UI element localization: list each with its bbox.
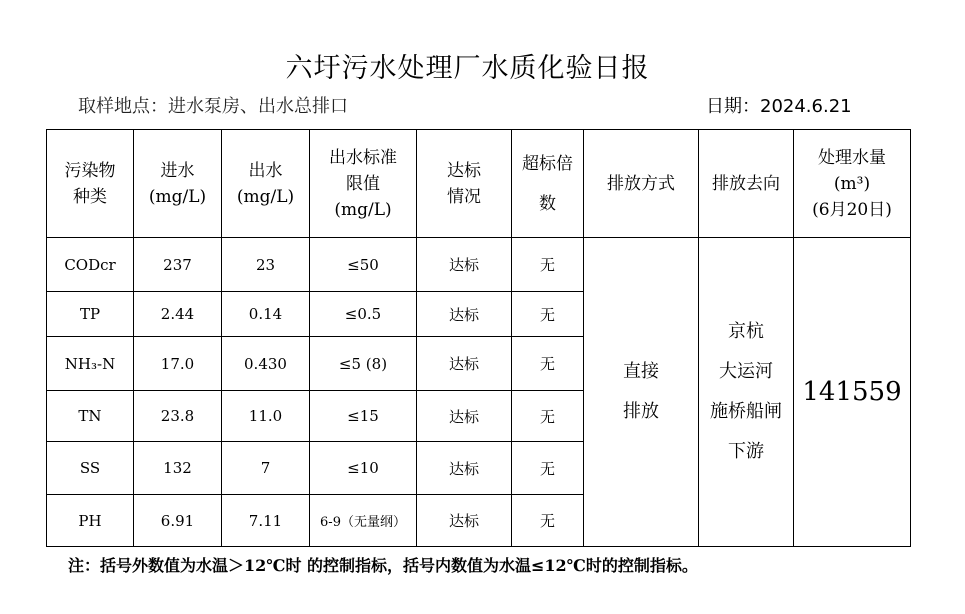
cell-exceed: 无 [512, 337, 584, 391]
report-title: 六圩污水处理厂水质化验日报 [285, 53, 650, 84]
cell-exceed: 无 [512, 292, 584, 337]
footnote: 注：括号外数值为水温＞12℃时 的控制指标，括号内数值为水温≤12℃时的控制指标。 [68, 556, 698, 575]
cell-inflow: 23.8 [134, 391, 222, 442]
cell-outflow: 11.0 [222, 391, 310, 442]
header-status: 达标 情况 [417, 130, 512, 238]
cell-type: SS [47, 442, 134, 495]
header-pollutant-type: 污染物 种类 [47, 130, 134, 238]
cell-type: TP [47, 292, 134, 337]
cell-inflow: 17.0 [134, 337, 222, 391]
cell-outflow: 23 [222, 238, 310, 292]
cell-exceed: 无 [512, 495, 584, 547]
destination-cell: 京杭 大运河 施桥船闸 下游 [699, 238, 794, 547]
cell-outflow: 0.430 [222, 337, 310, 391]
cell-inflow: 237 [134, 238, 222, 292]
volume-cell: 141559 [794, 238, 911, 547]
cell-exceed: 无 [512, 238, 584, 292]
cell-limit: 6-9（无量纲） [310, 495, 417, 547]
report-date: 日期：2024.6.21 [706, 96, 852, 117]
cell-status: 达标 [417, 337, 512, 391]
header-discharge-method: 排放方式 [584, 130, 699, 238]
sampling-location: 取样地点：进水泵房、出水总排口 [78, 96, 348, 117]
cell-inflow: 2.44 [134, 292, 222, 337]
header-inflow: 进水 (mg/L) [134, 130, 222, 238]
cell-limit: ≤50 [310, 238, 417, 292]
header-exceed: 超标倍 数 [512, 130, 584, 238]
header-volume: 处理水量 (m³) (6月20日) [794, 130, 911, 238]
cell-inflow: 132 [134, 442, 222, 495]
cell-type: CODcr [47, 238, 134, 292]
cell-inflow: 6.91 [134, 495, 222, 547]
discharge-method-cell: 直接 排放 [584, 238, 699, 547]
cell-type: PH [47, 495, 134, 547]
cell-status: 达标 [417, 391, 512, 442]
cell-exceed: 无 [512, 442, 584, 495]
cell-status: 达标 [417, 292, 512, 337]
cell-status: 达标 [417, 442, 512, 495]
header-destination: 排放去向 [699, 130, 794, 238]
cell-outflow: 0.14 [222, 292, 310, 337]
cell-type: TN [47, 391, 134, 442]
header-row [47, 130, 911, 238]
water-quality-table [46, 129, 911, 547]
table-row [47, 238, 911, 292]
cell-exceed: 无 [512, 391, 584, 442]
cell-limit: ≤10 [310, 442, 417, 495]
cell-type: NH₃-N [47, 337, 134, 391]
cell-outflow: 7 [222, 442, 310, 495]
header-limit: 出水标准 限值 (mg/L) [310, 130, 417, 238]
cell-limit: ≤5 (8) [310, 337, 417, 391]
cell-limit: ≤15 [310, 391, 417, 442]
cell-limit: ≤0.5 [310, 292, 417, 337]
cell-status: 达标 [417, 238, 512, 292]
cell-status: 达标 [417, 495, 512, 547]
cell-outflow: 7.11 [222, 495, 310, 547]
header-outflow: 出水 (mg/L) [222, 130, 310, 238]
